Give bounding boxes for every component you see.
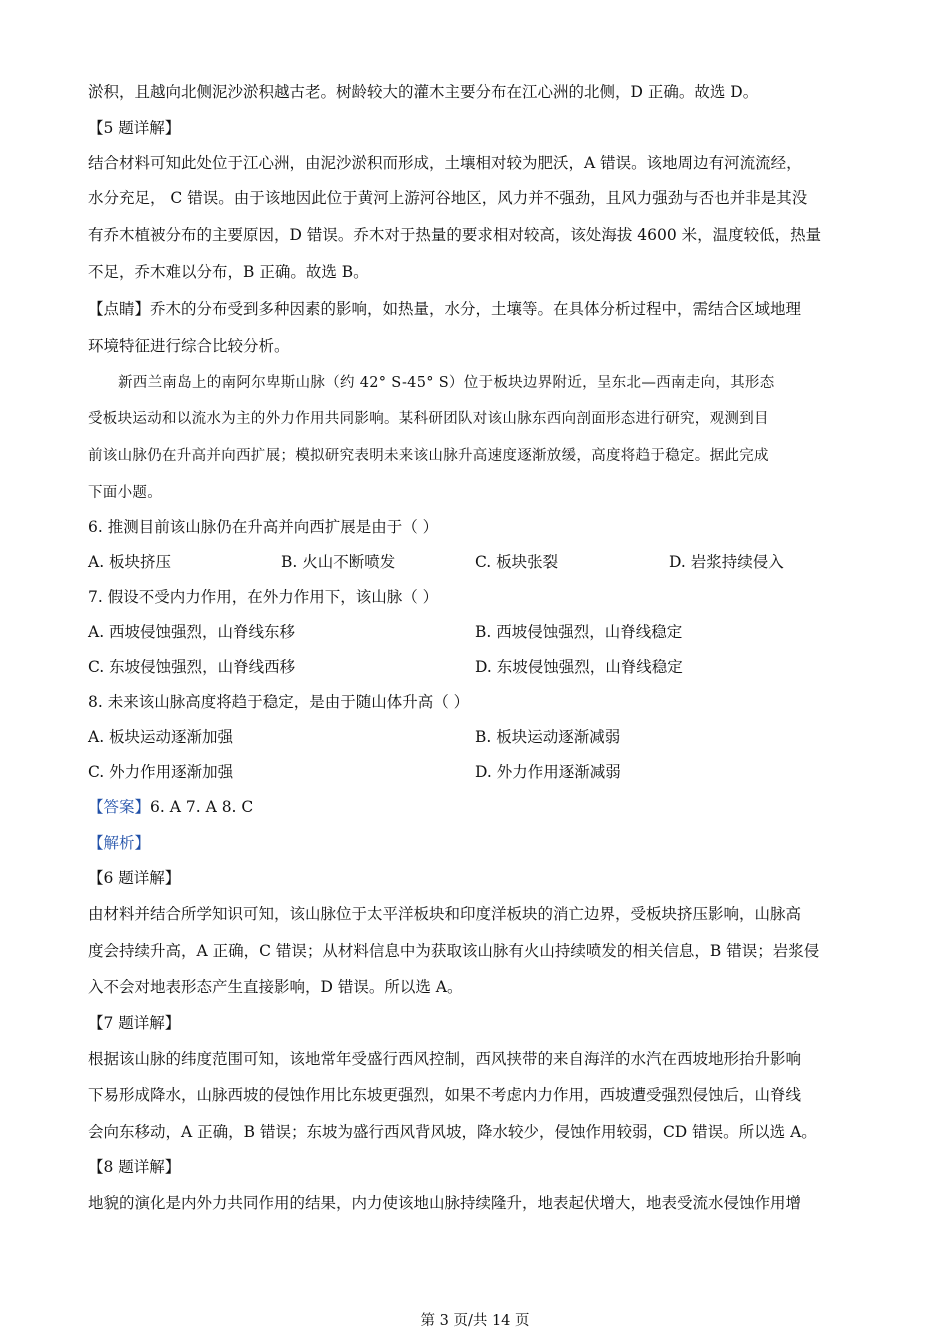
q7-option-c: C. 东坡侵蚀强烈，山脊线西移 [88,658,296,676]
answer-line [88,797,253,817]
text-line: 结合材料可知此处位于江心洲，由泥沙淤积而形成，土壤相对较为肥沃，A 错误。该地周边有河流流经， [88,154,802,172]
section-heading-5: 【5 题详解】 [88,119,181,137]
text-line: 环境特征进行综合比较分析。 [88,337,290,355]
answer-label: 【答案】 [88,798,151,816]
text-line: 度会持续升高，A 正确，C 错误；从材料信息中为获取该山脉有火山持续喷发的相关信息，B 错误；岩浆侵 [88,942,820,960]
question-6-stem: 6. 推测目前该山脉仍在升高并向西扩展是由于（ ） [88,518,439,536]
text-line: 会向东移动，A 正确，B 错误；东坡为盛行西风背风坡，降水较少，侵蚀作用较弱，CD 错误。所以选 A。 [88,1123,817,1141]
section-heading-8: 【8 题详解】 [88,1158,181,1176]
passage-line: 下面小题。 [88,485,162,501]
passage-line: 前该山脉仍在升高并向西扩展；模拟研究表明未来该山脉升高速度逐渐放缓，高度将趋于稳定。据此完成 [88,448,769,464]
text-line: 不足，乔木难以分布，B 正确。故选 B。 [88,263,369,281]
q6-option-c: C. 板块张裂 [475,553,559,571]
q6-option-a: A. 板块挤压 [88,553,172,571]
text-line: 地貌的演化是内外力共同作用的结果，内力使该地山脉持续隆升，地表起伏增大，地表受流水侵蚀作用增 [88,1194,802,1212]
text-line: 下易形成降水，山脉西坡的侵蚀作用比东坡更强烈，如果不考虑内力作用，西坡遭受强烈侵蚀后，山脊线 [88,1086,802,1104]
q8-option-a: A. 板块运动逐渐加强 [88,728,234,746]
q7-option-a: A. 西坡侵蚀强烈，山脊线东移 [88,623,296,641]
q8-option-c: C. 外力作用逐渐加强 [88,763,234,781]
text-line: 由材料并结合所学知识可知，该山脉位于太平洋板块和印度洋板块的消亡边界，受板块挤压影响，山脉高 [88,905,802,923]
q7-option-d: D. 东坡侵蚀强烈，山脊线稳定 [475,658,683,676]
section-heading-7: 【7 题详解】 [88,1014,181,1032]
question-7-stem: 7. 假设不受内力作用，在外力作用下，该山脉（ ） [88,588,439,606]
passage-line: 受板块运动和以流水为主的外力作用共同影响。某科研团队对该山脉东西向剖面形态进行研究，观测到目 [88,411,769,427]
q6-option-d: D. 岩浆持续侵入 [669,553,784,571]
question-8-stem: 8. 未来该山脉高度将趋于稳定，是由于随山体升高（ ） [88,693,470,711]
analysis-label: 【解析】 [88,834,151,852]
q7-option-b: B. 西坡侵蚀强烈，山脊线稳定 [475,623,683,641]
text-line: 根据该山脉的纬度范围可知，该地常年受盛行西风控制，西风挟带的来自海洋的水汽在西坡地形抬升影响 [88,1050,802,1068]
answer-text: 6. A 7. A 8. C [150,798,254,816]
text-line: 水分充足， C 错误。由于该地因此位于黄河上游河谷地区，风力并不强劲，且风力强劲与否也并非是其没 [88,189,808,207]
q6-option-b: B. 火山不断喷发 [281,553,396,571]
q8-option-d: D. 外力作用逐渐减弱 [475,763,621,781]
passage-line: 新西兰南岛上的南阿尔卑斯山脉（约 42° S-45° S）位于板块边界附近，呈东北—西南走向，其形态 [118,375,775,391]
tip-line: 【点睛】乔木的分布受到多种因素的影响，如热量，水分，土壤等。在具体分析过程中，需结合区域地理 [88,300,802,318]
text-line: 有乔木植被分布的主要原因，D 错误。乔木对于热量的要求相对较高，该处海拔 4600 米，温度较低，热量 [88,226,822,244]
text-line: 入不会对地表形态产生直接影响，D 错误。所以选 A。 [88,978,463,996]
page-footer: 第 3 页/共 14 页 [420,1313,530,1329]
q8-option-b: B. 板块运动逐渐减弱 [475,728,621,746]
text-line: 淤积，且越向北侧泥沙淤积越古老。树龄较大的灌木主要分布在江心洲的北侧，D 正确。故选 D。 [88,83,759,101]
section-heading-6: 【6 题详解】 [88,869,181,887]
